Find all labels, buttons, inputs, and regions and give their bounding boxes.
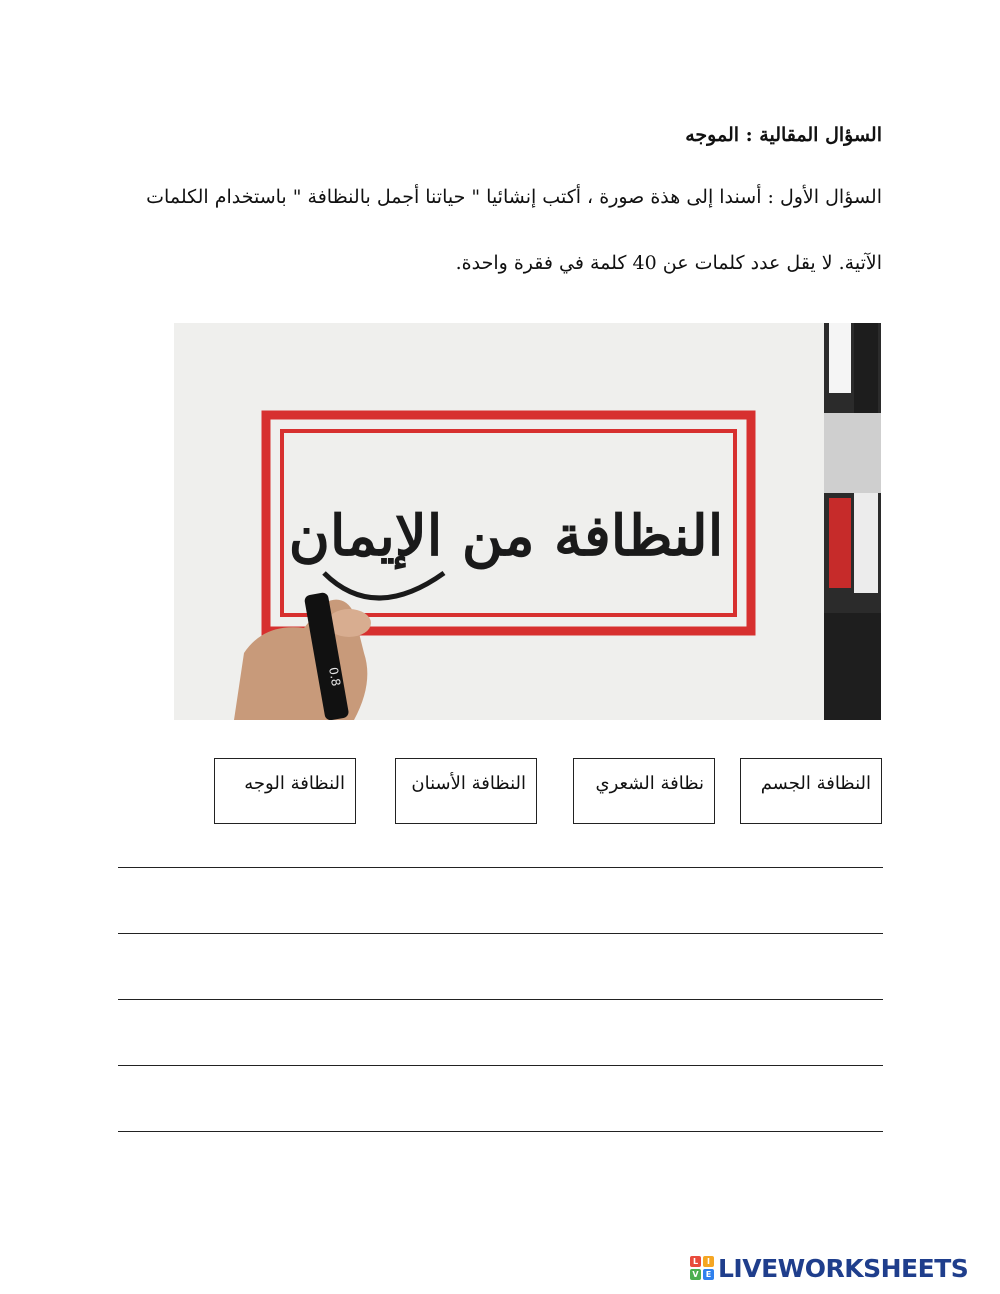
white-marker-cap (829, 323, 851, 393)
calligraphy-photo-drawing (174, 323, 881, 720)
question-text-line-2: الآتية. لا يقل عدد كلمات عن 40 كلمة في فقرة واحدة. (455, 252, 882, 274)
answer-line-5[interactable] (118, 1131, 883, 1132)
calligraphy-text: النظافة من الإيمان (288, 503, 724, 569)
word-bank (0, 758, 1000, 828)
answer-line-4[interactable] (118, 1065, 883, 1066)
liveworksheets-logo-icon (690, 1256, 714, 1280)
footer-logo (690, 1252, 990, 1284)
word-bank-item-2[interactable]: نظافة الشعري (573, 758, 715, 824)
answer-line-2[interactable] (118, 933, 883, 934)
logo-text: LIVEWORKSHEETS (718, 1253, 969, 1283)
black-marker (854, 323, 878, 413)
section-heading: السؤال المقالية : الموجه (685, 124, 882, 146)
answer-line-1[interactable] (118, 867, 883, 868)
logo-mark-v: V (690, 1269, 701, 1280)
word-bank-item-3[interactable]: النظافة الأسنان (395, 758, 537, 824)
question-text-line-1: السؤال الأول : أسندا إلى هذة صورة ، أكتب إنشائيا " حياتنا أجمل بالنظافة " باستخدام الكلمات (146, 186, 882, 208)
logo-mark-e: E (703, 1269, 714, 1280)
answer-line-3[interactable] (118, 999, 883, 1000)
marker-bottom (824, 613, 881, 720)
word-bank-item-1[interactable]: النظافة الجسم (740, 758, 882, 824)
logo-mark-i: I (703, 1256, 714, 1267)
pen-label: 0.8 (326, 666, 344, 688)
marker-barrel-silver (824, 413, 881, 493)
red-marker (829, 498, 851, 588)
word-bank-item-4[interactable]: النظافة الوجه (214, 758, 356, 824)
calligraphy-photo (174, 323, 881, 720)
logo-mark-l: L (690, 1256, 701, 1267)
marker-barrel-white (854, 493, 878, 593)
